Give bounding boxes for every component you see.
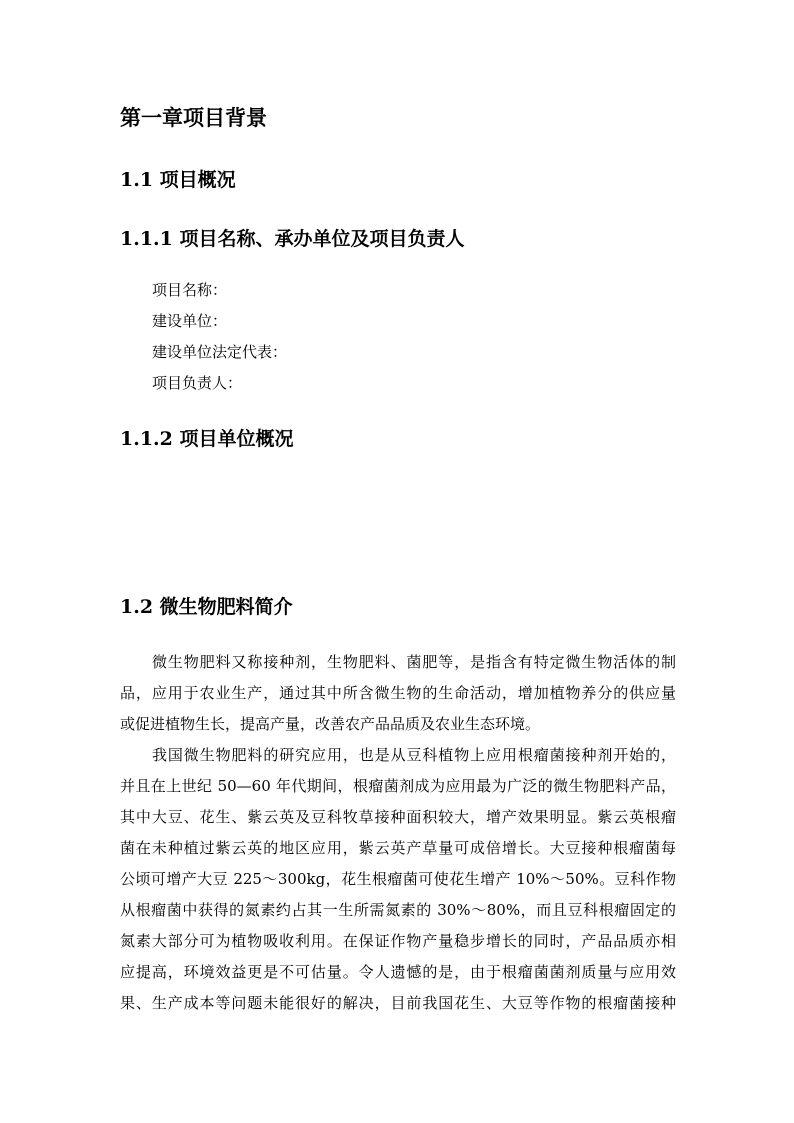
field-legal-representative: 建设单位法定代表： bbox=[152, 343, 288, 361]
paragraph-line: 我国微生物肥料的研究应用，也是从豆科植物上应用根瘤菌接种剂开始的， bbox=[152, 746, 676, 764]
field-project-leader: 项目负责人： bbox=[152, 374, 243, 392]
paragraph-line: 菌在未种植过紫云英的地区应用，紫云英产草量可成倍增长。大豆接种根瘤菌每 bbox=[120, 839, 676, 857]
section-heading-1-1: 1.1 项目概况 bbox=[120, 169, 236, 191]
paragraph-line: 其中大豆、花生、紫云英及豆科牧草接种面积较大，增产效果明显。紫云英根瘤 bbox=[120, 808, 676, 826]
paragraph-line: 微生物肥料又称接种剂，生物肥料、菌肥等，是指含有特定微生物活体的制 bbox=[152, 653, 676, 671]
paragraph-line: 果、生产成本等问题未能很好的解决，目前我国花生、大豆等作物的根瘤菌接种 bbox=[120, 994, 676, 1012]
subsection-heading-1-1-2: 1.1.2 项目单位概况 bbox=[120, 428, 294, 450]
subsection-heading-1-1-1: 1.1.1 项目名称、承办单位及项目负责人 bbox=[120, 228, 465, 250]
paragraph-line: 公顷可增产大豆 225～300kg，花生根瘤菌可使花生增产 10%～50%。豆科作物 bbox=[120, 870, 676, 888]
chapter-title: 第一章项目背景 bbox=[120, 105, 267, 130]
field-construction-unit: 建设单位： bbox=[152, 312, 228, 330]
field-project-name: 项目名称： bbox=[152, 281, 228, 299]
paragraph-microbial-fertilizer-definition bbox=[120, 647, 676, 740]
paragraph-line: 氮素大部分可为植物吸收利用。在保证作物产量稳步增长的同时，产品品质亦相 bbox=[120, 932, 676, 950]
paragraph-line: 从根瘤菌中获得的氮素约占其一生所需氮素的 30%～80%，而且豆科根瘤固定的 bbox=[120, 901, 676, 919]
paragraph-line: 品，应用于农业生产，通过其中所含微生物的生命活动，增加植物养分的供应量 bbox=[120, 684, 676, 702]
paragraph-line: 并且在上世纪 50—60 年代期间，根瘤菌剂成为应用最为广泛的微生物肥料产品， bbox=[120, 777, 676, 795]
paragraph-rhizobium-history bbox=[120, 740, 676, 1019]
paragraph-line: 应提高，环境效益更是不可估量。令人遗憾的是，由于根瘤菌菌剂质量与应用效 bbox=[120, 963, 676, 981]
section-heading-1-2: 1.2 微生物肥料简介 bbox=[120, 596, 293, 618]
paragraph-line: 或促进植物生长，提高产量，改善农产品品质及农业生态环境。 bbox=[120, 715, 541, 733]
